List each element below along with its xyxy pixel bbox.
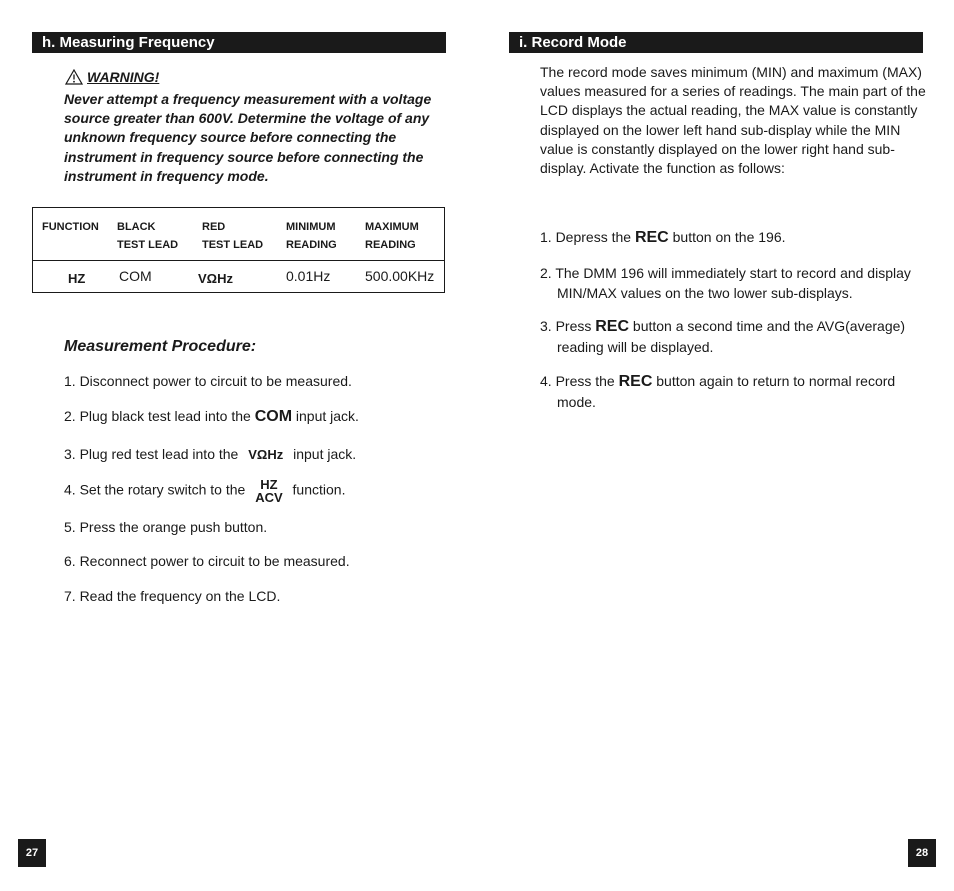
page-number-right: 28	[908, 839, 936, 867]
table-header-red-lead: RED TEST LEAD	[202, 221, 264, 251]
table-cell-function: HZ	[68, 271, 86, 286]
function-table	[32, 207, 445, 293]
procedure-step-7: 7. Read the frequency on the LCD.	[64, 588, 281, 604]
procedure-step-2	[64, 408, 359, 426]
step-text: 4. Press the	[540, 373, 615, 389]
procedure-step-1: 1. Disconnect power to circuit to be measured.	[64, 373, 352, 389]
step-text: 3. Press	[540, 318, 592, 334]
table-cell-black-lead: COM	[119, 268, 152, 284]
section-title-record-mode: i. Record Mode	[509, 32, 923, 53]
procedure-step-3	[64, 446, 356, 462]
step-text: button a second time and the AVG(average)	[632, 318, 906, 334]
acv-label: ACV	[255, 490, 283, 505]
warning-title: WARNING!	[87, 69, 160, 85]
com-jack-label: COM	[254, 408, 293, 425]
step-text: button again to return to normal record	[656, 373, 896, 389]
record-step-2	[540, 263, 930, 303]
step-text: function.	[292, 481, 346, 498]
record-step-4	[540, 371, 930, 412]
procedure-step-4	[64, 478, 345, 504]
rec-button-label: REC	[618, 373, 653, 390]
table-header-minimum: MINIMUM READING	[286, 221, 337, 251]
warning-text: Never attempt a frequency measurement with a voltage source greater than 600V. Determine the voltage of any unknown frequency source before connecting the instrument in frequency source before connecting the instrument in frequency mode.	[64, 91, 432, 184]
rec-button-label: REC	[595, 318, 630, 335]
rec-button-label: REC	[634, 229, 669, 246]
step-text: input jack.	[293, 446, 357, 462]
procedure-step-5: 5. Press the orange push button.	[64, 519, 268, 535]
table-header-maximum: MAXIMUM READING	[365, 221, 419, 251]
procedure-step-6: 6. Reconnect power to circuit to be measured.	[64, 553, 350, 569]
table-cell-minimum: 0.01Hz	[286, 268, 331, 284]
step-text: button on the 196.	[672, 229, 786, 245]
step-text: 2. The DMM 196 will immediately start to record and display	[540, 265, 911, 281]
record-step-1	[540, 227, 930, 248]
table-cell-red-lead: VΩHz	[198, 271, 233, 286]
table-cell-maximum: 500.00KHz	[365, 268, 435, 284]
hz-label: HZ	[260, 477, 278, 492]
step-text: 1. Depress the	[540, 229, 632, 245]
table-header-black-lead: BLACK TEST LEAD	[117, 221, 179, 251]
step-text: MIN/MAX values on the two lower sub-displays.	[557, 285, 853, 301]
table-header-function: FUNCTION	[42, 221, 99, 233]
procedure-title: Measurement Procedure:	[64, 338, 257, 355]
hz-acv-switch-symbol	[255, 478, 282, 504]
step-text: 4. Set the rotary switch to the	[64, 481, 246, 498]
warning-heading	[65, 69, 159, 85]
step-text: 3. Plug red test lead into the	[64, 446, 239, 462]
step-text: 2. Plug black test lead into the	[64, 408, 251, 424]
table-divider	[33, 260, 444, 261]
step-text: mode.	[557, 394, 596, 410]
warning-triangle-icon	[65, 69, 83, 85]
step-text: reading will be displayed.	[557, 339, 714, 355]
page-number-left: 27	[18, 839, 46, 867]
vohz-jack-symbol: VΩHz	[248, 447, 284, 462]
record-step-3	[540, 316, 930, 357]
step-text: input jack.	[295, 408, 359, 424]
record-mode-intro: The record mode saves minimum (MIN) and maximum (MAX) values measured for a series of readings. The main part of the LCD displays the actual reading, the MAX value is constantly displayed on the lower left hand sub-display while the MIN value is constantly displayed on the lower right hand sub-display. Activate the function as follows:	[540, 64, 926, 177]
section-title-measuring-frequency: h. Measuring Frequency	[32, 32, 446, 53]
